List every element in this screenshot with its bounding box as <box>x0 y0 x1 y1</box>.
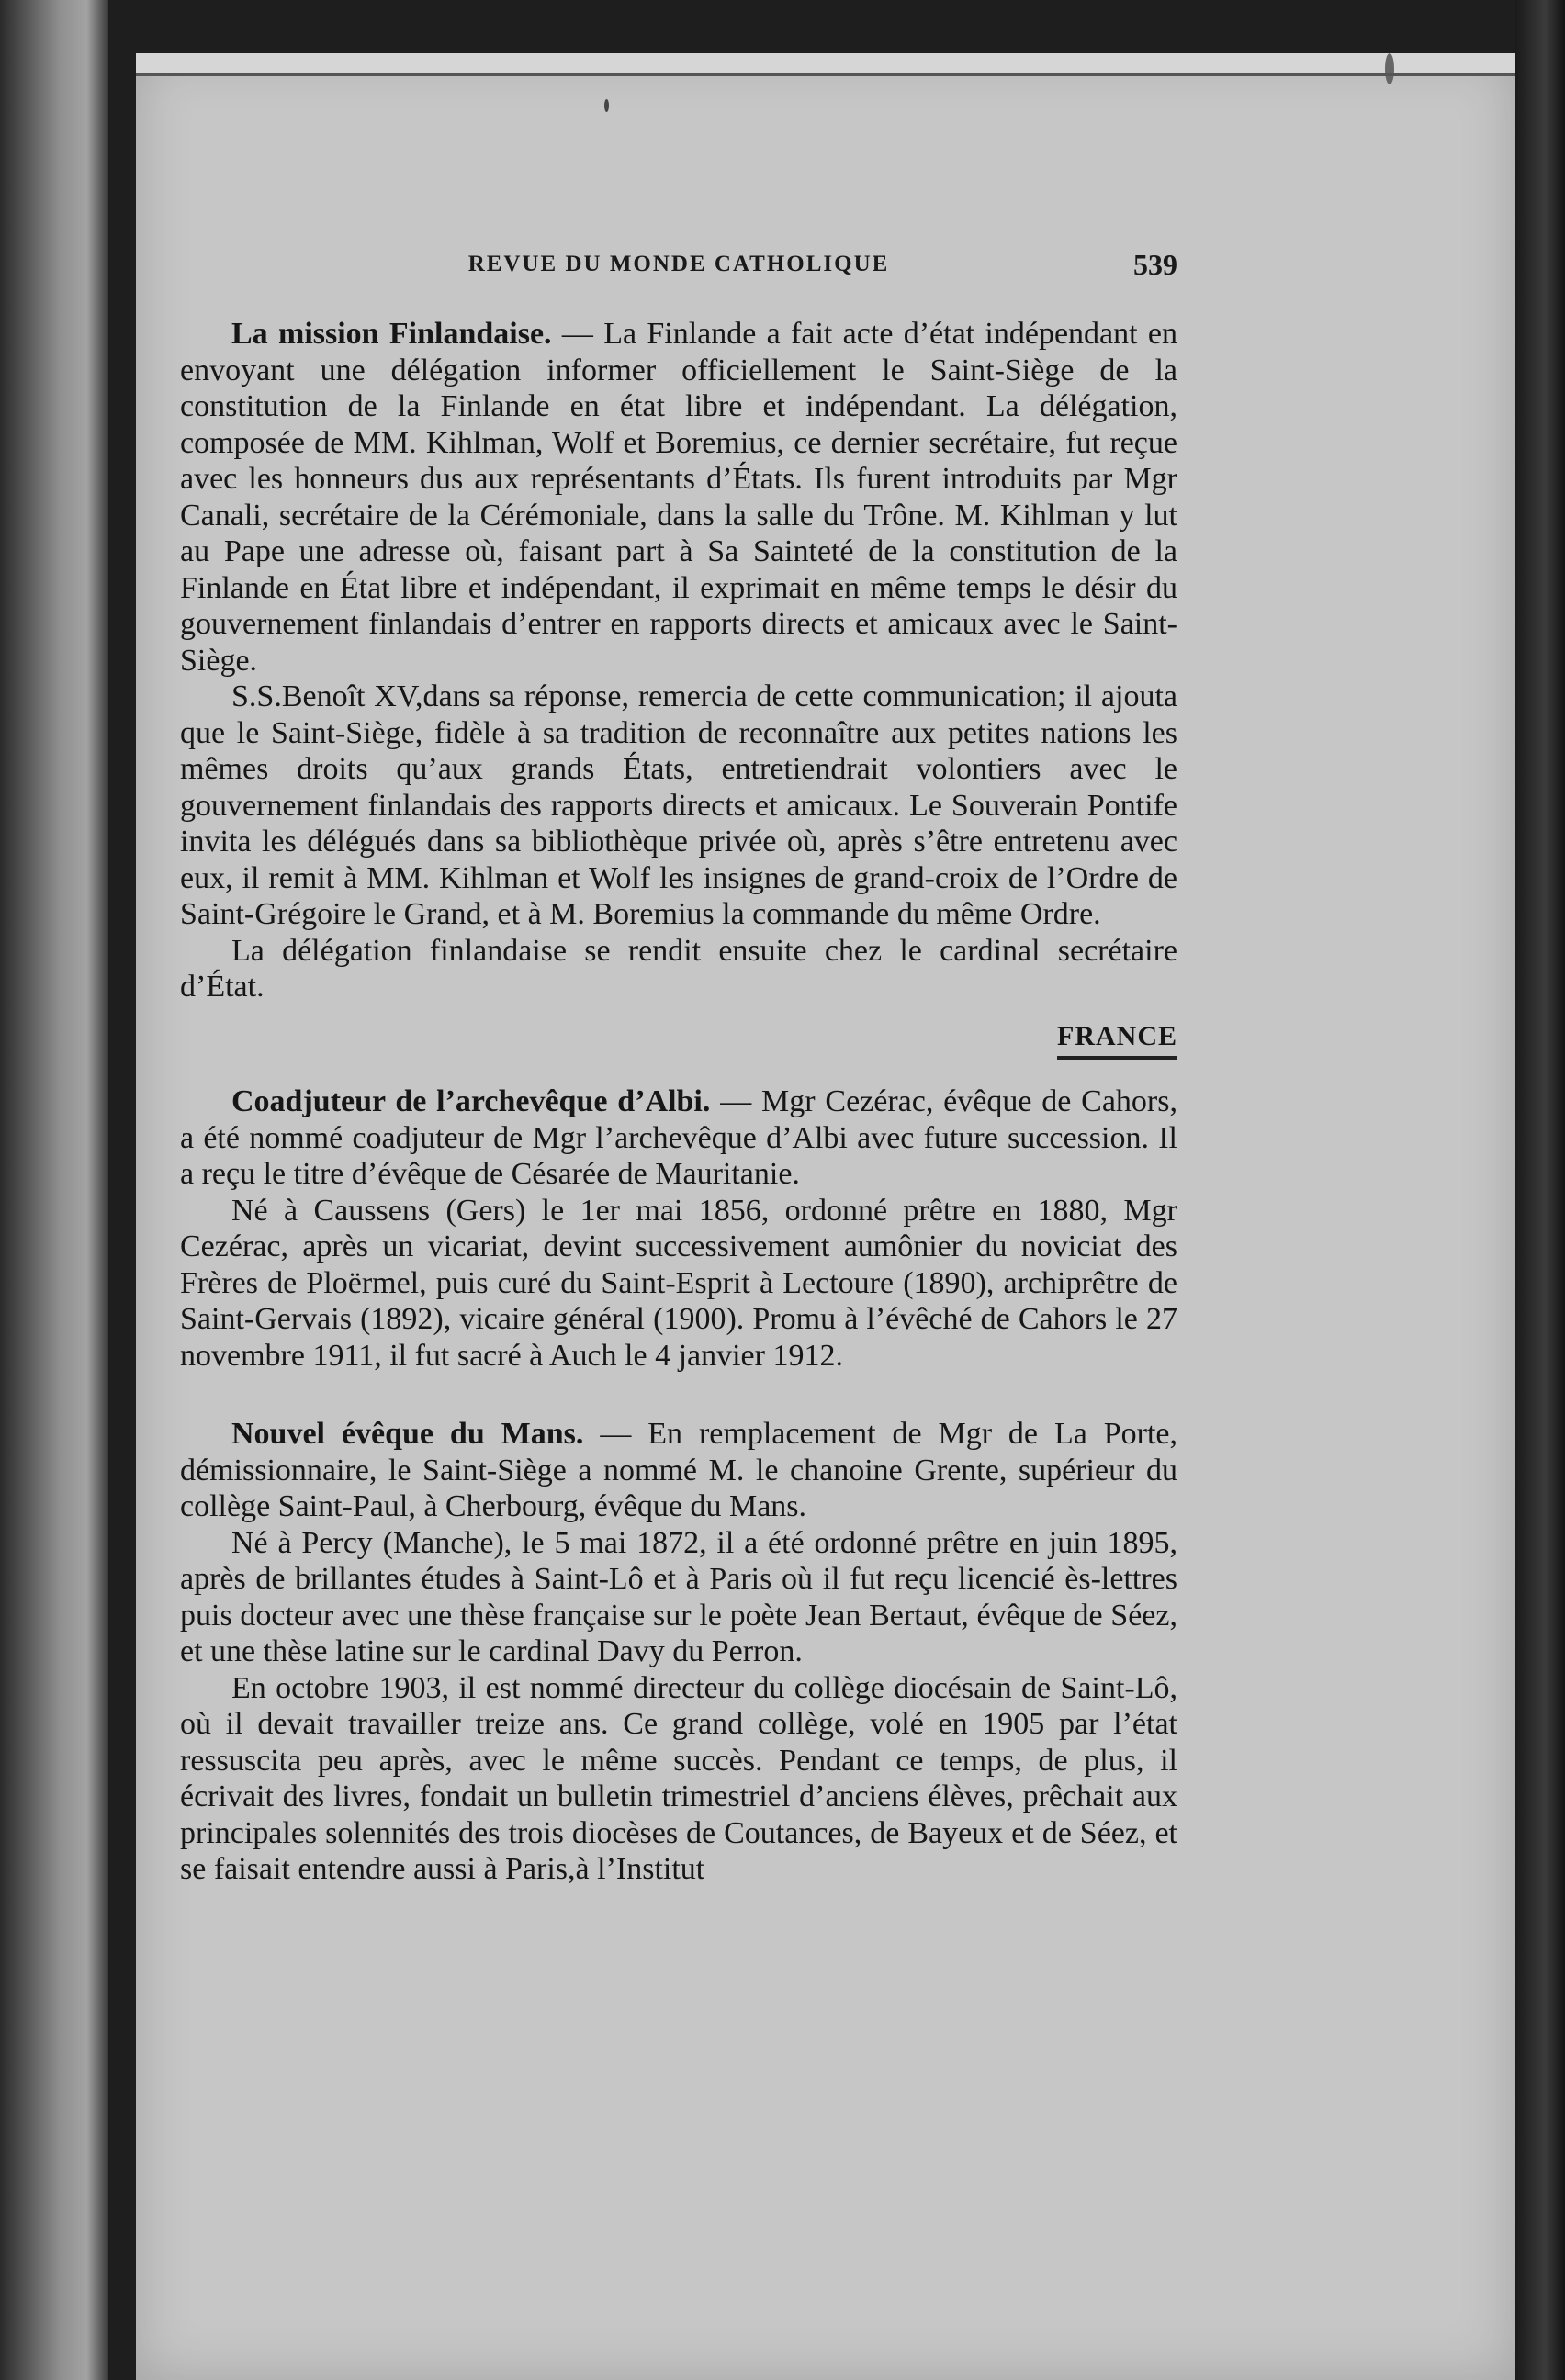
page-number: 539 <box>1133 248 1177 281</box>
paragraph <box>180 1083 1177 1193</box>
left-page-edge <box>0 0 108 2380</box>
article-heading-finlande: La mission Finlandaise. <box>231 317 552 351</box>
binding-edge <box>1515 0 1565 2380</box>
paragraph: S.S.Benoît XV,dans sa réponse, remercia de cette communication; il ajouta que le Saint-Siège, fidèle à sa tradition de reconnaître aux petites nations les mêmes droits qu’aux grands États, entretiendrait volontiers avec le gouvernement finlandais des rapports directs et amicaux. Le Souverain Pontife invita les délégués dans sa bibliothèque privée où, après s’être entretenu avec eux, il remit à MM. Kihlman et Wolf les insignes de grand-croix de l’Ordre de Saint-Grégoire le Grand, et à M. Boremius la commande du même Ordre. <box>180 679 1177 931</box>
paragraph <box>180 316 1177 679</box>
article-heading-mans: Nouvel évêque du Mans. <box>231 1417 584 1451</box>
article-heading-albi: Coadjuteur de l’archevêque d’Albi. <box>231 1084 711 1118</box>
paragraph: En octobre 1903, il est nommé directeur du collège diocésain de Saint-Lô, où il devait travailler treize ans. Ce grand collège, volé en 1905 par l’état ressuscita peu après, avec le même succès. Pendant ce temps, de plus, il écrivait des livres, fondait un bulletin trimestriel d’anciens élèves, prêchait aux principales solennités des trois diocèses de Coutances, de Bayeux et de Séez, et se faisait entendre aussi à Paris,à l’Institut <box>180 1670 1177 1886</box>
section-label-text: FRANCE <box>1057 1018 1177 1061</box>
running-header <box>180 248 1177 307</box>
paragraph-text: — En remplacement de Mgr de La Porte, démissionnaire, le Saint-Siège a nommé M. le chanoine Grente, supérieur du collège Saint-Paul, à Cherbourg, évêque du Mans. <box>180 1417 1178 1523</box>
spacer <box>180 1374 1177 1416</box>
paragraph <box>180 1416 1177 1525</box>
ink-speck <box>1385 53 1394 84</box>
running-title: REVUE DU MONDE CATHOLIQUE <box>467 252 890 276</box>
paragraph: La délégation finlandaise se rendit ensuite chez le cardinal secrétaire d’État. <box>180 933 1177 1004</box>
paragraph-text: — Mgr Cezérac, évêque de Cahors, a été nommé coadjuteur de Mgr l’archevêque d’Albi avec future succession. Il a reçu le titre d’évêque de Césarée de Mauritanie. <box>180 1084 1177 1191</box>
page-body <box>180 316 1177 1888</box>
paragraph: Né à Caussens (Gers) le 1er mai 1856, ordonné prêtre en 1880, Mgr Cezérac, après un vicariat, devint successivement aumônier du noviciat des Frères de Ploërmel, puis curé du Saint-Esprit à Lectoure (1890), archiprêtre de Saint-Gervais (1892), vicaire général (1900). Promu à l’évêché de Cahors le 27 novembre 1911, il fut sacré à Auch le 4 janvier 1912. <box>180 1193 1177 1373</box>
section-label <box>180 1018 1177 1061</box>
ink-speck <box>604 99 609 112</box>
paragraph-text: — La Finlande a fait acte d’état indépendant en envoyant une délégation informer officiellement le Saint-Siège de la constitution de la Finlande en état libre et indépendant. La délégation, composée de MM. Kihlman, Wolf et Boremius, ce dernier secrétaire, fut reçue avec les honneurs dus aux représentants d’États. Ils furent introduits par Mgr Canali, secrétaire de la Cérémoniale, dans la salle du Trône. M. Kihlman y lut au Pape une adresse où, faisant part à Sa Sainteté de la constitution de la Finlande en État libre et indépendant, il exprimait en même temps le désir du gouvernement finlandais d’entrer en rapports directs et amicaux avec le Saint-Siège. <box>180 317 1177 678</box>
paragraph: Né à Percy (Manche), le 5 mai 1872, il a été ordonné prêtre en juin 1895, après de brillantes études à Saint-Lô et à Paris où il fut reçu licencié ès-lettres puis docteur avec une thèse française sur le poète Jean Bertaut, évêque de Séez, et une thèse latine sur le cardinal Davy du Perron. <box>180 1525 1177 1668</box>
